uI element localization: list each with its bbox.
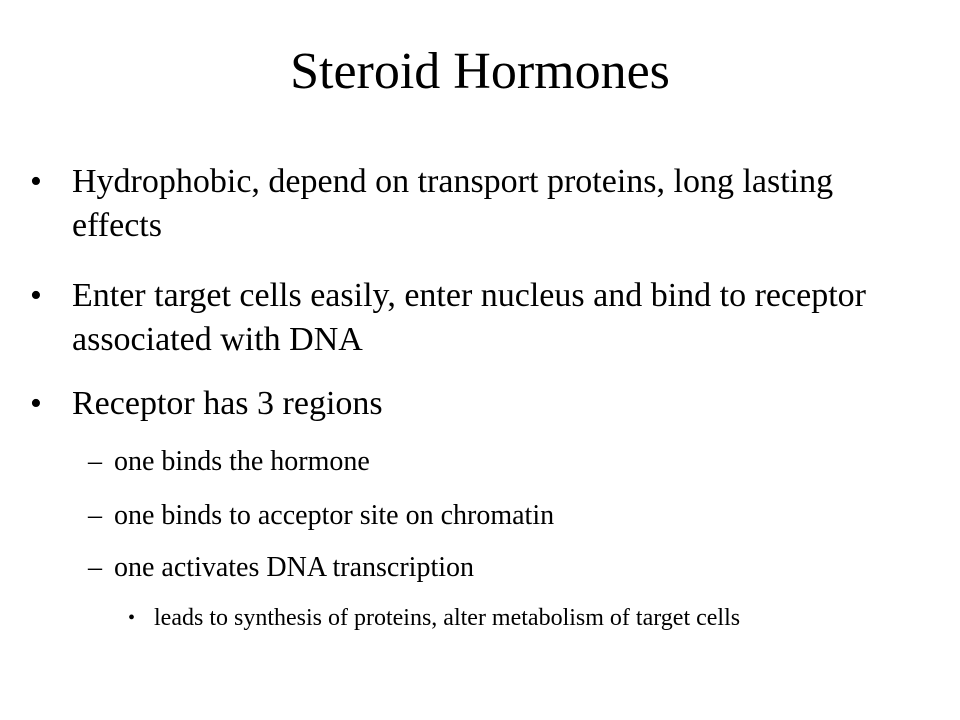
sub-bullet-text: one activates DNA transcription bbox=[114, 552, 475, 583]
bullet-text: Receptor has 3 regions bbox=[72, 385, 383, 422]
dash-icon: – bbox=[88, 552, 102, 583]
sub-bullet-item bbox=[88, 498, 928, 534]
sub-sub-bullet-item bbox=[128, 602, 948, 634]
slide-title: Steroid Hormones bbox=[290, 43, 670, 100]
sub-bullet-text: one binds to acceptor site on chromatin bbox=[114, 500, 555, 531]
bullet-text: Hydrophobic, depend on transport proteins, long lasting effects bbox=[72, 163, 834, 244]
bullet-icon: • bbox=[30, 163, 42, 200]
sub-bullet-text: one binds the hormone bbox=[114, 446, 370, 477]
bullet-item bbox=[30, 274, 930, 362]
small-bullet-icon: • bbox=[128, 607, 136, 629]
bullet-icon: • bbox=[30, 277, 42, 314]
dash-icon: – bbox=[88, 446, 102, 477]
sub-bullet-item bbox=[88, 444, 928, 480]
bullet-icon: • bbox=[30, 385, 42, 422]
bullet-text: Enter target cells easily, enter nucleus and bind to receptor associated with DNA bbox=[72, 277, 866, 358]
bullet-item bbox=[30, 382, 930, 426]
sub-sub-bullet-text: leads to synthesis of proteins, alter metabolism of target cells bbox=[154, 605, 741, 631]
dash-icon: – bbox=[88, 500, 102, 531]
sub-bullet-item bbox=[88, 550, 928, 586]
bullet-item bbox=[30, 160, 930, 248]
